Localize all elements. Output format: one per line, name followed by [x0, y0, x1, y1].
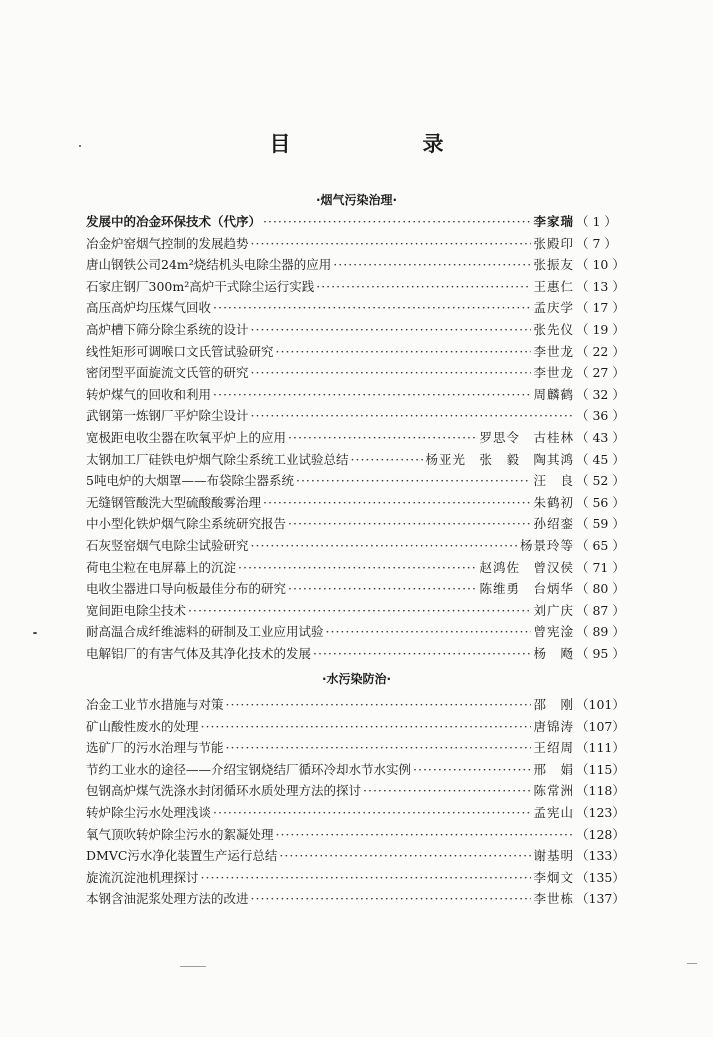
toc-entry — [86, 780, 642, 802]
toc-section-flue-gas — [86, 211, 642, 664]
toc-entry-page: （137） — [576, 891, 625, 907]
toc-entry-author: 刘广庆 — [533, 602, 574, 618]
toc-entry-author: 朱鹤初 — [533, 494, 574, 510]
toc-entry-title: 5吨电炉的大烟罩——布袋除尘器系统 — [86, 473, 294, 489]
toc-entry-page: （ 87 ） — [576, 602, 625, 618]
toc-entry-page: （ 95 ） — [576, 645, 625, 661]
toc-leader-dots — [351, 449, 424, 471]
toc-entry-author: 邢 娟 — [533, 761, 574, 777]
toc-entry-title: 转炉煤气的回收和利用 — [86, 386, 212, 402]
toc-leader-dots — [213, 297, 531, 319]
toc-entry — [86, 211, 642, 233]
toc-entry-page: （111） — [576, 740, 625, 756]
toc-leader-dots — [288, 513, 531, 535]
toc-entry-title: 无缝钢管酸洗大型硫酸酸雾治理 — [86, 494, 262, 510]
scan-speck — [33, 632, 37, 634]
toc-entry-page: （133） — [576, 848, 625, 864]
toc-leader-dots — [333, 254, 531, 276]
toc-entry-author: 孟宪山 — [533, 804, 574, 820]
toc-entry — [86, 341, 642, 363]
toc-entry-author: 李炯文 — [533, 869, 574, 885]
toc-entry-author: 邵 刚 — [533, 697, 574, 712]
toc-leader-dots — [201, 867, 532, 889]
toc-leader-dots — [296, 470, 532, 492]
toc-entry-page: （128） — [576, 826, 625, 842]
toc-entry-author: 张先仪 — [533, 321, 574, 337]
toc-entry-title: 电收尘器进口导向板最佳分布的研究 — [86, 581, 287, 597]
toc-entry-title: 冶金工业节水措施与对策 — [86, 697, 224, 712]
toc-entry — [86, 557, 642, 579]
toc-leader-dots — [363, 780, 531, 802]
toc-entry-page: （ 89 ） — [576, 624, 625, 640]
toc-entry-author: 张殿印 — [533, 235, 574, 251]
toc-entry-page: （101） — [576, 697, 625, 712]
toc-entry-page: （ 43 ） — [576, 429, 625, 445]
toc-entry-author: 李世龙 — [533, 365, 574, 381]
toc-entry — [86, 427, 642, 449]
toc-entry — [86, 254, 642, 276]
toc-entry-author: 陈常洲 — [533, 783, 574, 799]
toc-entry — [86, 824, 642, 846]
toc-entry-title: DMVC污水净化装置生产运行总结 — [86, 848, 278, 864]
toc-entry-author: 孟庆学 — [533, 300, 574, 316]
toc-entry-author: 张振友 — [533, 257, 574, 273]
toc-leader-dots — [288, 427, 477, 449]
toc-entry-author: 杨亚光 张 毅 陶其鸿 — [425, 451, 574, 467]
toc-entry — [86, 233, 642, 255]
toc-entry-title: 发展中的冶金环保技术（代序） — [86, 214, 262, 229]
toc-entry — [86, 888, 642, 910]
toc-leader-dots — [316, 276, 531, 298]
toc-entry — [86, 362, 642, 384]
toc-leader-dots — [226, 694, 532, 716]
toc-leader-dots — [276, 341, 532, 363]
toc-section-water — [86, 694, 642, 910]
toc-entry-author: 孙绍銮 — [533, 516, 574, 532]
toc-entry-author: 杨 飏 — [533, 645, 574, 661]
toc-entry — [86, 759, 642, 781]
toc-entry-title: 石灰竖窑烟气电除尘试验研究 — [86, 537, 249, 553]
toc-entry-page: （ 19 ） — [576, 321, 625, 337]
toc-entry-author: 李世龙 — [533, 343, 574, 359]
toc-leader-dots — [313, 643, 531, 665]
toc-entry-title: 高炉槽下筛分除尘系统的设计 — [86, 321, 249, 337]
toc-leader-dots — [279, 845, 531, 867]
toc-entry-page: （ 27 ） — [576, 365, 625, 381]
toc-entry-page: （ 17 ） — [576, 300, 625, 316]
toc-entry-title: 选矿厂的污水治理与节能 — [86, 740, 224, 756]
toc-entry-author: 王惠仁 — [533, 278, 574, 294]
toc-leader-dots — [263, 211, 531, 233]
toc-entry-title: 宽极距电收尘器在吹氧平炉上的应用 — [86, 429, 287, 445]
toc-entry-title: 耐高温合成纤维滤料的研制及工业应用试验 — [86, 624, 324, 640]
toc-entry-page: （ 32 ） — [576, 386, 625, 402]
toc-entry-page: （ 52 ） — [576, 473, 625, 489]
toc-entry — [86, 297, 642, 319]
toc-entry-author: 周麟鹤 — [533, 386, 574, 402]
toc-entry-page: （ 1 ） — [576, 214, 617, 229]
toc-entry-author: 汪 良 — [533, 473, 574, 489]
toc-leader-dots — [238, 557, 477, 579]
toc-leader-dots — [251, 319, 532, 341]
toc-entry — [86, 470, 642, 492]
scan-speck — [79, 145, 81, 147]
toc-entry-author: 李世栋 — [533, 891, 574, 907]
toc-entry-title: 唐山钢铁公司24m²烧结机头电除尘器的应用 — [86, 257, 332, 273]
toc-entry-title: 冶金炉窑烟气控制的发展趋势 — [86, 235, 249, 251]
toc-entry-title: 氧气顶吹转炉除尘污水的絮凝处理 — [86, 826, 274, 842]
toc-entry-title: 石家庄钢厂300m²高炉干式除尘运行实践 — [86, 278, 315, 294]
toc-entry — [86, 694, 642, 716]
toc-entry-title: 电解铝厂的有害气体及其净化技术的发展 — [86, 645, 312, 661]
toc-leader-dots — [251, 888, 532, 910]
toc-entry-title: 密闭型平面旋流文氏管的研究 — [86, 365, 249, 381]
toc-entry-author: 唐锦涛 — [533, 718, 574, 734]
page-title: 目 录 — [269, 132, 474, 156]
toc-entry-title: 包钢高炉煤气洗涤水封闭循环水质处理方法的探讨 — [86, 783, 362, 799]
toc-entry — [86, 621, 642, 643]
toc-entry-author: 李家瑞 — [533, 214, 574, 229]
toc-entry — [86, 716, 642, 738]
section-header-water: ·水污染防治· — [321, 672, 392, 686]
toc-entry-page: （ 56 ） — [576, 494, 625, 510]
toc-entry-page: （ 13 ） — [576, 278, 625, 294]
toc-leader-dots — [226, 737, 532, 759]
toc-leader-dots — [288, 578, 477, 600]
toc-entry — [86, 578, 642, 600]
toc-entry-title: 本钢含油泥浆处理方法的改进 — [86, 891, 249, 907]
toc-entry — [86, 867, 642, 889]
toc-entry — [86, 737, 642, 759]
toc-leader-dots — [413, 759, 531, 781]
toc-entry-title: 转炉除尘污水处理浅谈 — [86, 804, 212, 820]
toc-entry — [86, 600, 642, 622]
toc-entry-title: 旋流沉淀池机理探讨 — [86, 869, 199, 885]
toc-entry-page: （135） — [576, 869, 625, 885]
toc-entry — [86, 845, 642, 867]
toc-leader-dots — [188, 600, 531, 622]
toc-leader-dots — [326, 621, 532, 643]
toc-entry-title: 荷电尘粒在电屏幕上的沉淀 — [86, 559, 237, 575]
toc-entry-title: 中小型化铁炉烟气除尘系统研究报告 — [86, 516, 287, 532]
toc-entry-title: 武钢第一炼钢厂平炉除尘设计 — [86, 408, 249, 424]
toc-entry-page: （ 22 ） — [576, 343, 625, 359]
toc-entry-author: 罗思令 古桂林 — [479, 429, 574, 445]
toc-leader-dots — [263, 492, 531, 514]
toc-leader-dots — [213, 384, 531, 406]
toc-entry-title: 矿山酸性废水的处理 — [86, 718, 199, 734]
toc-leader-dots — [201, 716, 532, 738]
toc-entry-page: （ 65 ） — [576, 537, 625, 553]
toc-entry — [86, 449, 642, 471]
toc-entry-page: （ 80 ） — [576, 581, 625, 597]
scan-speck — [687, 963, 697, 964]
toc-entry-page: （107） — [576, 718, 625, 734]
toc-entry-author: 谢基明 — [533, 848, 574, 864]
toc-entry-author: 杨景玲等 — [519, 537, 574, 553]
toc-leader-dots — [251, 362, 532, 384]
toc-entry-page: （ 10 ） — [576, 257, 625, 273]
toc-entry-author: 王绍周 — [533, 740, 574, 756]
toc-entry — [86, 384, 642, 406]
scan-speck — [180, 966, 206, 967]
toc-entry-page: （ 36 ） — [576, 408, 625, 424]
toc-entry-title: 线性矩形可调喉口文氏管试验研究 — [86, 343, 274, 359]
toc-entry-page: （ 71 ） — [576, 559, 625, 575]
toc-leader-dots — [251, 405, 572, 427]
toc-entry — [86, 492, 642, 514]
toc-leader-dots — [251, 233, 532, 255]
toc-entry-author: 赵鸿佐 曾汉侯 — [479, 559, 574, 575]
toc-entry — [86, 535, 642, 557]
toc-entry-page: （ 7 ） — [576, 235, 617, 251]
toc-entry-page: （ 59 ） — [576, 516, 625, 532]
toc-entry-page: （115） — [576, 761, 625, 777]
toc-leader-dots — [251, 535, 518, 557]
toc-entry-title: 高压高炉均压煤气回收 — [86, 300, 212, 316]
toc-entry — [86, 276, 642, 298]
toc-entry-title: 太钢加工厂硅铁电炉烟气除尘系统工业试验总结 — [86, 451, 349, 467]
toc-entry-title: 节约工业水的途径——介绍宝钢烧结厂循环冷却水节水实例 — [86, 761, 412, 777]
toc-entry-page: （123） — [576, 804, 625, 820]
section-header-flue-gas: ·烟气污染治理· — [315, 193, 398, 207]
toc-entry-author: 陈维勇 台炳华 — [479, 581, 574, 597]
toc-entry-page: （118） — [576, 783, 625, 799]
toc-leader-dots — [213, 802, 531, 824]
toc-entry-page: （ 45 ） — [576, 451, 625, 467]
toc-entry — [86, 405, 642, 427]
toc-entry-author: 曾宪淦 — [533, 624, 574, 640]
toc-entry — [86, 319, 642, 341]
toc-entry — [86, 513, 642, 535]
toc-entry — [86, 643, 642, 665]
toc-leader-dots — [276, 824, 572, 846]
toc-entry — [86, 802, 642, 824]
toc-entry-title: 宽间距电除尘技术 — [86, 602, 187, 618]
